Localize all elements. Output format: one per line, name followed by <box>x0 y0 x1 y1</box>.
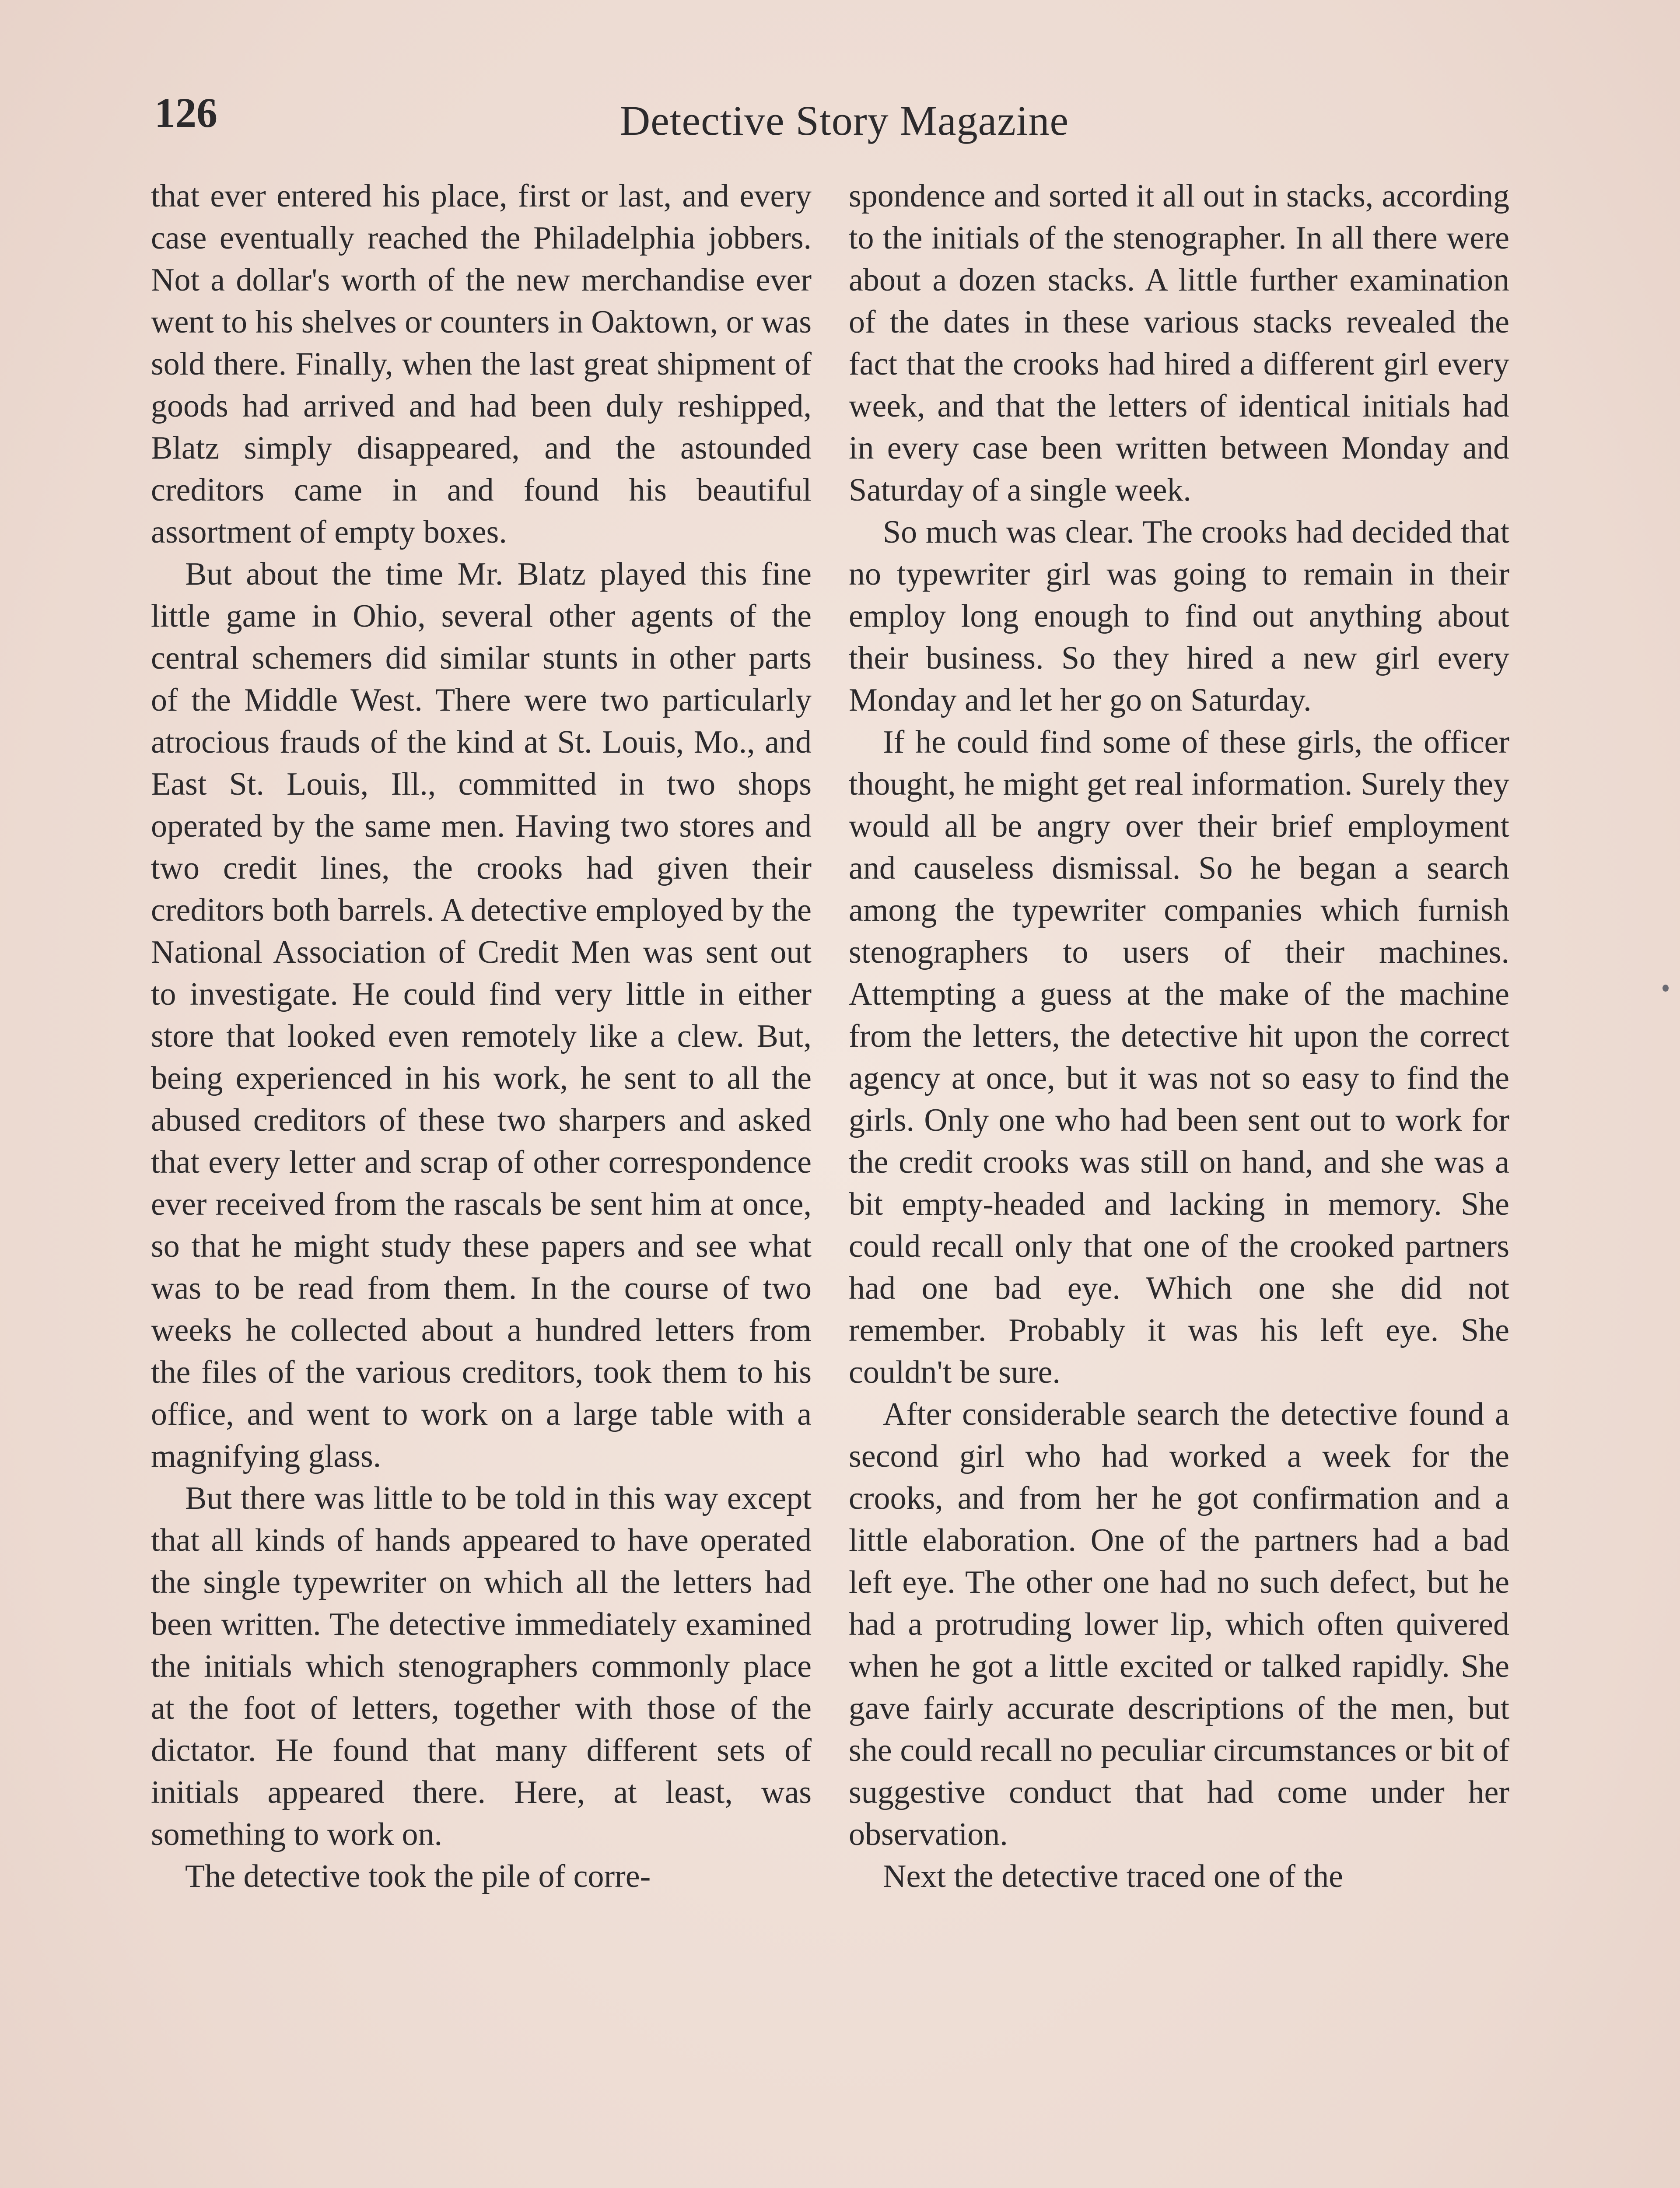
right-column <box>849 175 1509 1897</box>
left-column <box>151 175 812 1897</box>
page-header <box>0 0 1680 175</box>
paragraph: But there was little to be told in this way except that all kinds of hands appeared to have operated the single typewriter on which all the letters had been written. The detective immediately examined the initials which stenographers commonly place at the foot of letters, together with those of the dictator. He found that many different sets of initials appeared there. Here, at least, was something to work on. <box>151 1480 812 1852</box>
paragraph: If he could find some of these girls, the officer thought, he might get real information. Surely they would all be angry over their brief employment and causeless dismissal. So he began a search among the typewriter companies which furnish stenographers to users of their machines. Attempting a guess at the make of the machine from the letters, the detective hit upon the correct agency at once, but it was not so easy to find the girls. Only one who had been sent out to work for the credit crooks was still on hand, and she was a bit empty-headed and lacking in memory. She could recall only that one of the crooked partners had one bad eye. Which one she did not remember. Probably it was his left eye. She couldn't be sure. <box>849 724 1509 1390</box>
page-number: 126 <box>154 89 217 136</box>
paragraph: The detective took the pile of corre- <box>185 1858 651 1894</box>
running-head: Detective Story Magazine <box>620 97 1069 144</box>
paragraph: After considerable search the detective found a second girl who had worked a week for the crooks, and from her he got confirmation and a little elaboration. One of the partners had a bad left eye. The other one had no such defect, but he had a protruding lower lip, which often quivered when he got a little excited or talked rapidly. She gave fairly accurate descriptions of the men, but she could recall no peculiar circumstances or bit of suggestive conduct that had come under her observation. <box>849 1396 1509 1852</box>
paragraph: Next the detective traced one of the <box>883 1858 1343 1894</box>
ink-speck <box>1662 985 1669 992</box>
paragraph: spondence and sorted it all out in stacks, according to the initials of the stenographer. In all there were about a dozen stacks. A little further examination of the dates in these various stacks revealed the fact that the crooks had hired a different girl every week, and that the letters of identical initials had in every case been written between Monday and Saturday of a single week. <box>849 178 1509 508</box>
paragraph: But about the time Mr. Blatz played this fine little game in Ohio, several other agents of the central schemers did similar stunts in other parts of the Middle West. There were two particularly atrocious frauds of the kind at St. Louis, Mo., and East St. Louis, Ill., committed in two shops operated by the same men. Having two stores and two credit lines, the crooks had given their creditors both barrels. A detective employed by the National Association of Credit Men was sent out to investigate. He could find very little in either store that looked even remotely like a clew. But, being experienced in his work, he sent to all the abused creditors of these two sharpers and asked that every letter and scrap of other correspondence ever received from the rascals be sent him at once, so that he might study these papers and see what was to be read from them. In the course of two weeks he collected about a hundred letters from the files of the various creditors, took them to his office, and went to work on a large table with a magnifying glass. <box>151 556 812 1474</box>
paragraph: So much was clear. The crooks had decided that no typewriter girl was going to remain in their employ long enough to find out anything about their business. So they hired a new girl every Monday and let her go on Saturday. <box>849 514 1509 718</box>
paragraph: that ever entered his place, first or last, and every case eventually reached the Philadelphia jobbers. Not a dollar's worth of the new merchandise ever went to his shelves or counters in Oaktown, or was sold there. Finally, when the last great shipment of goods had arrived and had been duly reshipped, Blatz simply disappeared, and the astounded creditors came in and found his beautiful assortment of empty boxes. <box>151 178 812 550</box>
